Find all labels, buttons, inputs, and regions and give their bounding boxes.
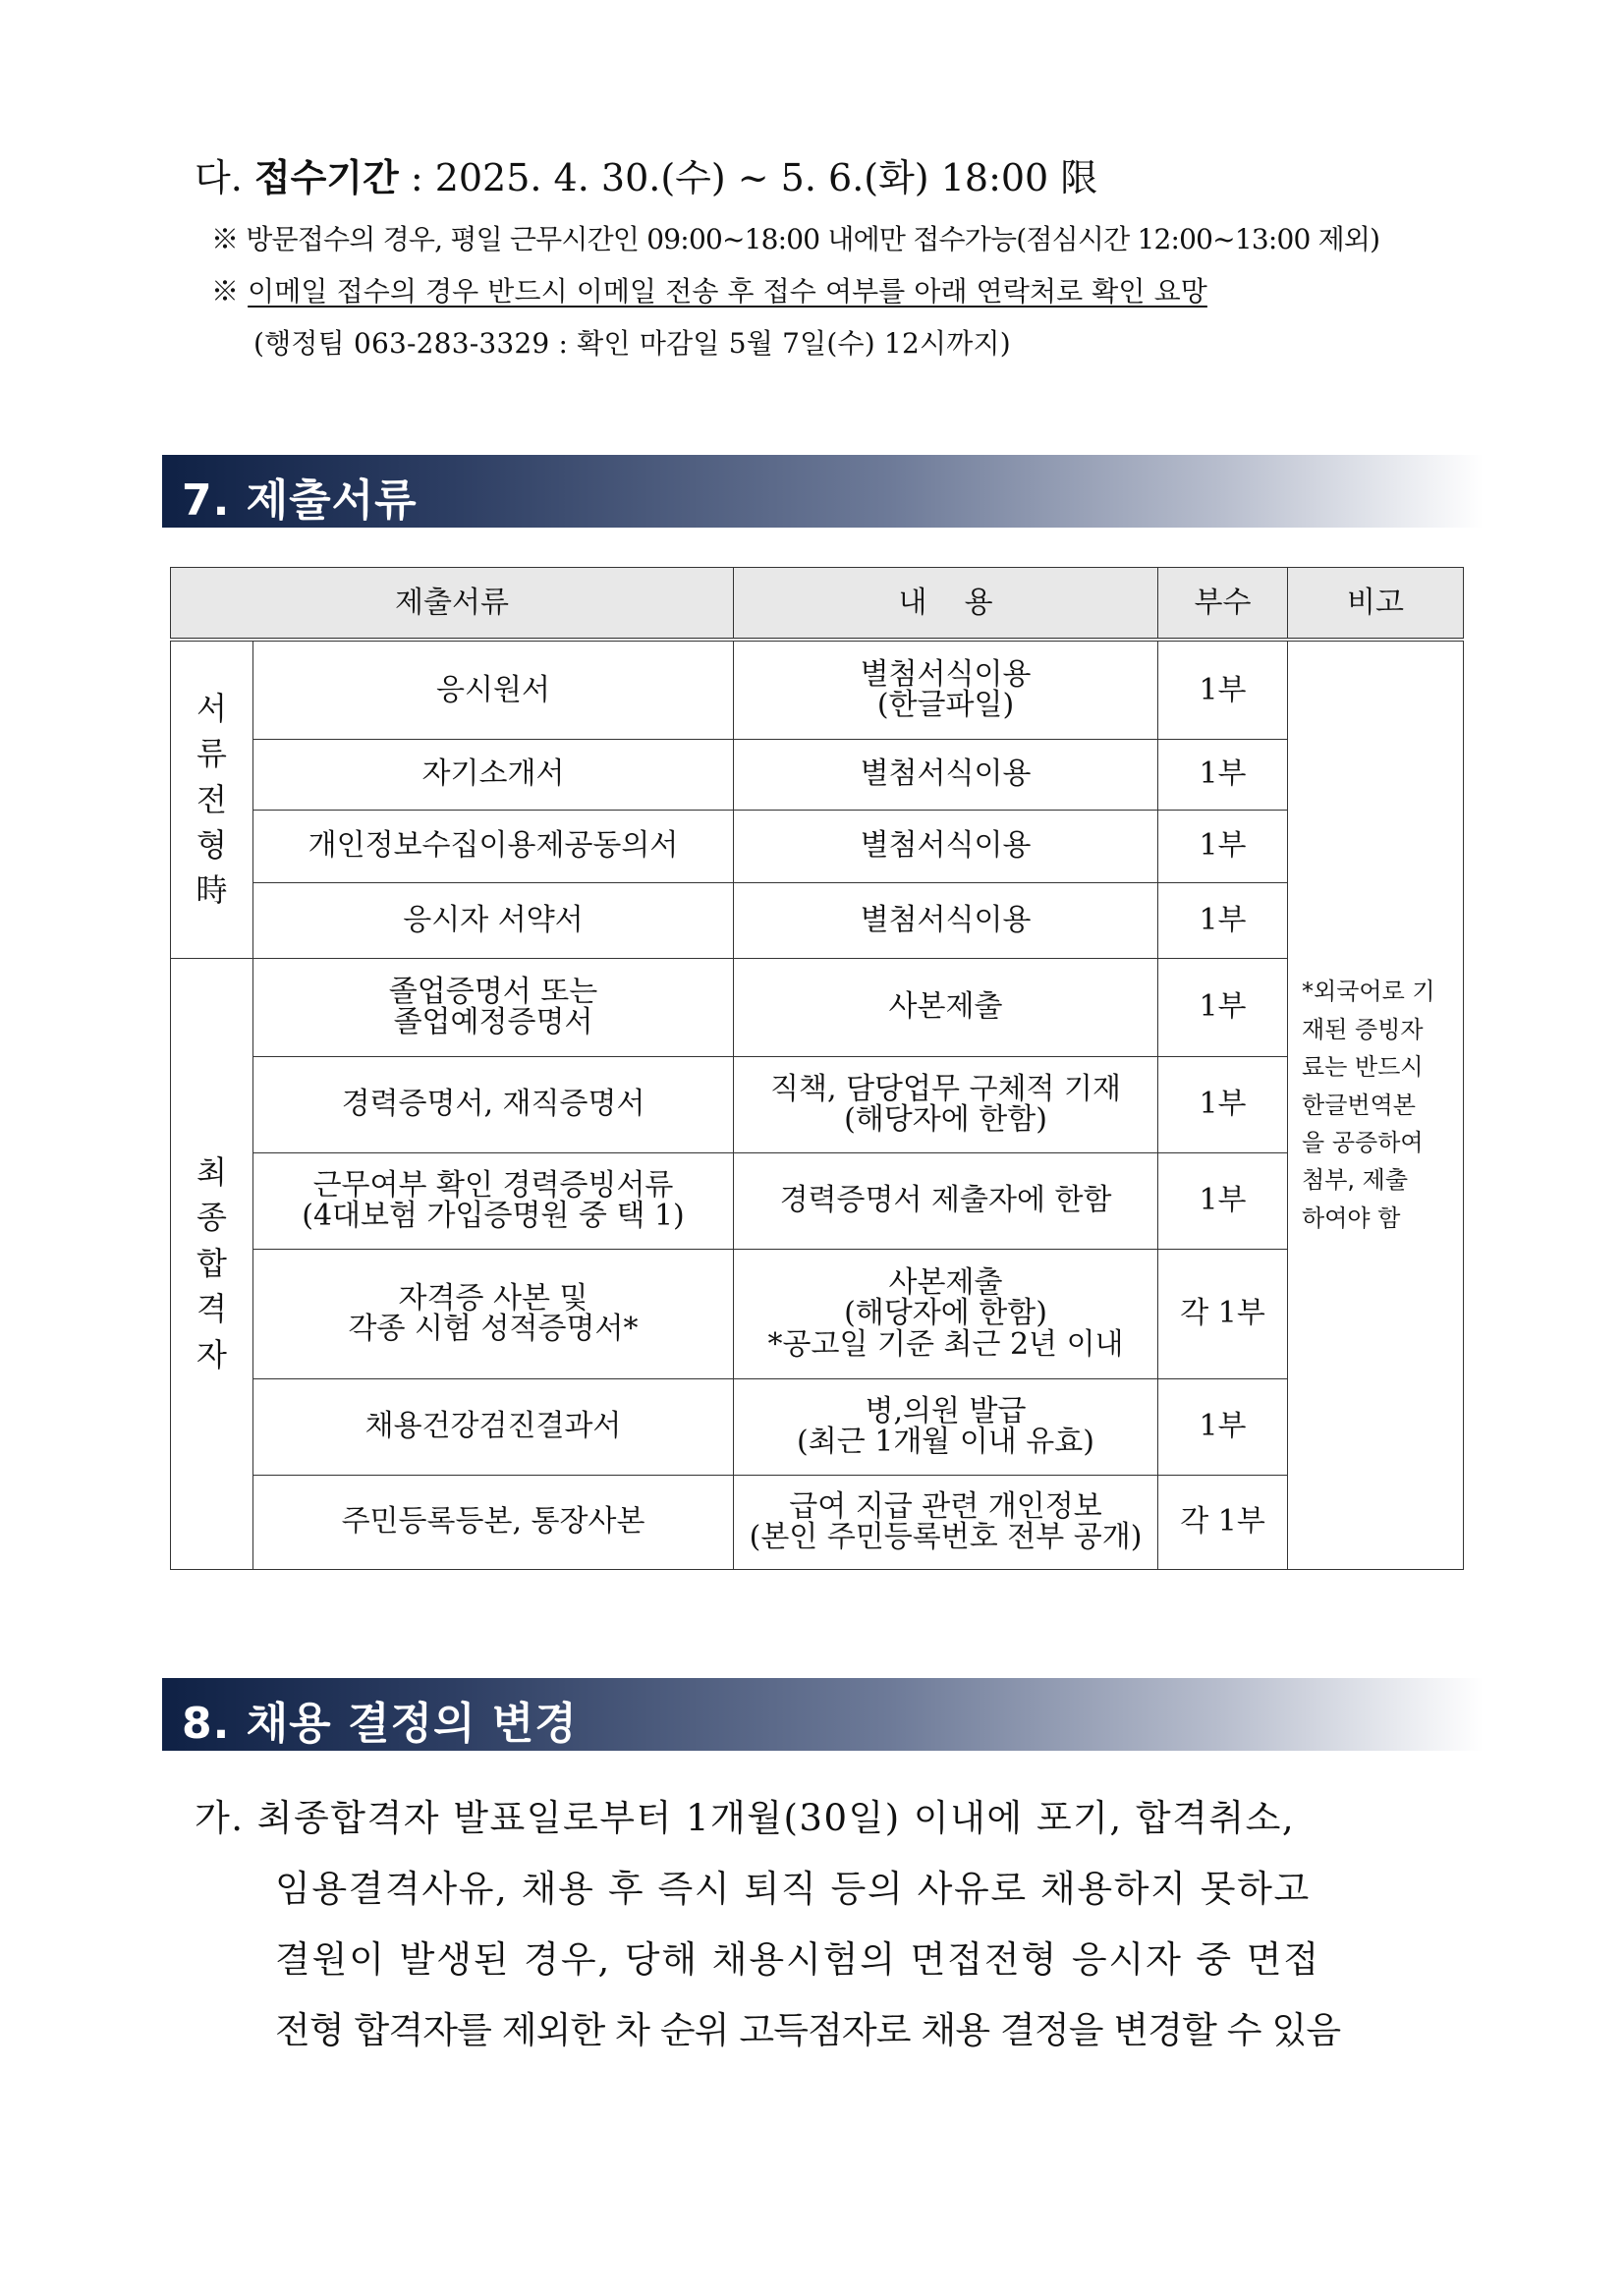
table-row (171, 1378, 1464, 1475)
row-content: 별첨서식이용 (734, 882, 1158, 958)
section-7-title: 7. 제출서류 (182, 476, 418, 526)
row-content: 병,의원 발급 (최근 1개월 이내 유효) (734, 1378, 1158, 1475)
row-content: 별첨서식이용 (한글파일) (734, 640, 1158, 739)
row-content: 경력증명서 제출자에 한함 (734, 1152, 1158, 1249)
visit-note: ※ 방문접수의 경우, 평일 근무시간인 09:00~18:00 내에만 접수가능(점심시간 12:00~13:00 제외) (211, 223, 1380, 255)
email-note-text: 이메일 접수의 경우 반드시 이메일 전송 후 접수 여부를 아래 연락처로 확인 요망 (248, 275, 1207, 308)
row-doc: 경력증명서, 재직증명서 (253, 1056, 734, 1152)
note-mark: ※ (211, 275, 240, 308)
change-paragraph (195, 1788, 1491, 2071)
row-copies: 1부 (1158, 810, 1288, 882)
row-doc: 응시원서 (253, 640, 734, 739)
row-doc: 응시자 서약서 (253, 882, 734, 958)
row-doc: 근무여부 확인 경력증빙서류 (4대보험 가입증명원 중 택 1) (253, 1152, 734, 1249)
row-doc: 주민등록등본, 통장사본 (253, 1475, 734, 1569)
paragraph-line: 가. 최종합격자 발표일로부터 1개월(30일) 이내에 포기, 합격취소, (195, 1797, 1296, 1839)
row-doc: 자격증 사본 및 각종 시험 성적증명서* (253, 1249, 734, 1378)
table-row (171, 958, 1464, 1056)
row-content: 직책, 담당업무 구체적 기재 (해당자에 한함) (734, 1056, 1158, 1152)
row-copies: 1부 (1158, 1378, 1288, 1475)
row-copies: 각 1부 (1158, 1249, 1288, 1378)
row-doc: 채용건강검진결과서 (253, 1378, 734, 1475)
paragraph-line: 임용결격사유, 채용 후 즉시 퇴직 등의 사유로 채용하지 못하고 (275, 1868, 1311, 1910)
row-copies: 각 1부 (1158, 1475, 1288, 1569)
documents-table (170, 567, 1464, 1570)
row-doc: 개인정보수집이용제공동의서 (253, 810, 734, 882)
paragraph-line: 결원이 발생된 경우, 당해 채용시험의 면접전형 응시자 중 면접 (275, 1938, 1320, 1981)
table-row (171, 1475, 1464, 1569)
header-content: 내 용 (734, 568, 1158, 641)
header-copies: 부수 (1158, 568, 1288, 641)
row-copies: 1부 (1158, 882, 1288, 958)
table-row (171, 1056, 1464, 1152)
group-screening: 서 류 전 형 時 (171, 640, 253, 958)
table-row (171, 1152, 1464, 1249)
table-row (171, 1249, 1464, 1378)
row-copies: 1부 (1158, 1056, 1288, 1152)
table-header-row (171, 568, 1464, 641)
section-8-title: 8. 채용 결정의 변경 (182, 1699, 578, 1749)
row-doc: 졸업증명서 또는 졸업예정증명서 (253, 958, 734, 1056)
table-row (171, 640, 1464, 739)
deadline-label: 접수기간 (253, 155, 399, 199)
remark-cell: *외국어로 기 재된 증빙자 료는 반드시 한글번역본 을 공증하여 첨부, 제출 하여야 함 (1288, 640, 1464, 1569)
row-copies: 1부 (1158, 640, 1288, 739)
contact-note: (행정팀 063-283-3329 : 확인 마감일 5월 7일(수) 12시까지) (253, 327, 1011, 360)
deadline-value: : 2025. 4. 30.(수) ~ 5. 6.(화) 18:00 限 (398, 156, 1098, 199)
row-content: 급여 지급 관련 개인정보 (본인 주민등록번호 전부 공개) (734, 1475, 1158, 1569)
deadline-prefix: 다. (195, 156, 243, 199)
row-copies: 1부 (1158, 958, 1288, 1056)
row-doc: 자기소개서 (253, 739, 734, 810)
header-docs: 제출서류 (171, 568, 734, 641)
row-copies: 1부 (1158, 739, 1288, 810)
section-8-header (162, 1678, 1484, 1751)
table-row (171, 882, 1464, 958)
email-note (211, 270, 1207, 309)
header-remark: 비고 (1288, 568, 1464, 641)
row-content: 별첨서식이용 (734, 810, 1158, 882)
row-content: 사본제출 (해당자에 한함) *공고일 기준 최근 2년 이내 (734, 1249, 1158, 1378)
table-row (171, 810, 1464, 882)
row-content: 별첨서식이용 (734, 739, 1158, 810)
row-copies: 1부 (1158, 1152, 1288, 1249)
deadline-line (195, 147, 1097, 201)
section-7-header (162, 455, 1484, 528)
paragraph-line: 전형 합격자를 제외한 차 순위 고득점자로 채용 결정을 변경할 수 있음 (275, 2009, 1341, 2051)
group-final: 최 종 합 격 자 (171, 958, 253, 1569)
table-row (171, 739, 1464, 810)
row-content: 사본제출 (734, 958, 1158, 1056)
